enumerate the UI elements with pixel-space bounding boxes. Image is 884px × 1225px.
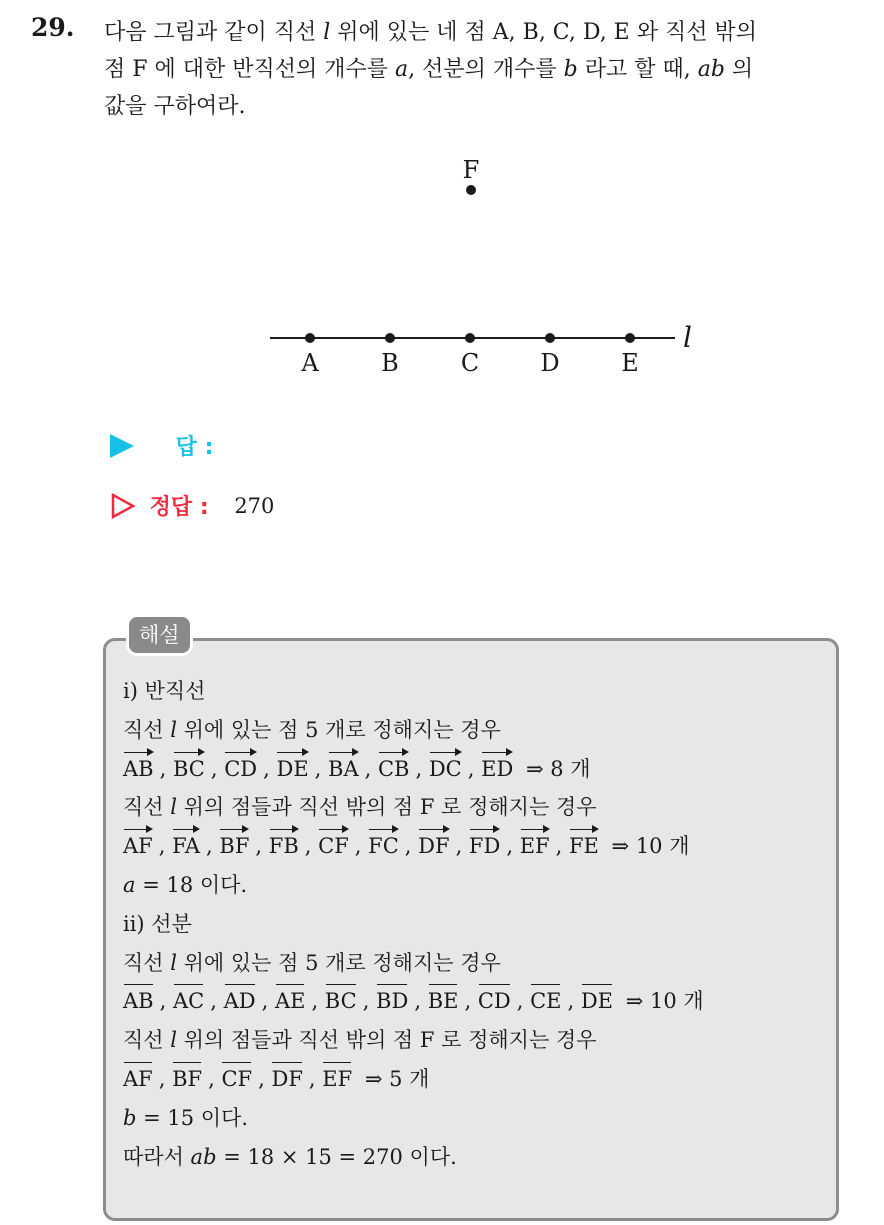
separator: , [364, 756, 378, 781]
separator: , [208, 1066, 222, 1091]
solution-line [123, 750, 823, 789]
separator: , [210, 989, 224, 1014]
segment-notation: AC [173, 982, 204, 1021]
math-variable: a [123, 872, 136, 897]
answer-label: 답 : [175, 435, 214, 460]
point-dot [465, 333, 475, 343]
text-run: = 18 × 15 = 270 이다. [216, 1144, 457, 1169]
answer-row [110, 430, 213, 461]
segment-notation: AF [123, 1060, 153, 1099]
point-dot [385, 333, 395, 343]
solution-line [123, 944, 823, 983]
text-run: , 선분의 개수를 [408, 57, 564, 82]
segment-list [123, 1067, 358, 1091]
separator: , [414, 989, 428, 1014]
ray-list [123, 757, 519, 781]
point-dot [305, 333, 315, 343]
separator: , [158, 834, 173, 859]
separator: , [516, 989, 531, 1014]
question-line [104, 51, 864, 88]
solution-line [123, 827, 823, 866]
separator: , [304, 834, 319, 859]
point-label: A [301, 349, 319, 377]
separator: , [308, 1066, 323, 1091]
ray-notation: FB [269, 827, 299, 866]
point-label: B [381, 349, 399, 377]
separator: , [158, 1066, 173, 1091]
geometry-figure [0, 140, 884, 390]
ray-notation: CD [224, 750, 257, 789]
point-label: D [540, 349, 560, 377]
correct-answer-value: 270 [234, 493, 275, 518]
solution-lines [123, 672, 823, 1176]
separator: , [464, 989, 478, 1014]
math-variable: l [170, 717, 177, 742]
separator: , [455, 834, 469, 859]
solution-line [123, 711, 823, 750]
text-run: 직선 [123, 950, 171, 975]
solution-line [123, 866, 823, 905]
ray-notation: DE [276, 750, 308, 789]
separator: , [555, 834, 569, 859]
segment-notation: CF [221, 1060, 252, 1099]
text-run: 라고 할 때, [577, 57, 698, 82]
segment-notation: BF [172, 1060, 202, 1099]
segment-notation: CD [478, 982, 511, 1021]
text-run: 위에 있는 점 5 개로 정해지는 경우 [176, 717, 501, 742]
text-run: 직선 [123, 717, 171, 742]
text-run: 직선 [123, 1028, 171, 1053]
point-label: C [460, 349, 480, 377]
math-variable: ab [697, 57, 725, 82]
text-run: = 15 이다. [136, 1105, 249, 1130]
ray-notation: FE [569, 827, 599, 866]
play-triangle-icon [110, 434, 134, 458]
point-label-f: F [462, 156, 480, 184]
ray-notation: AF [123, 827, 153, 866]
separator: , [159, 989, 173, 1014]
text-run: 따라서 [123, 1144, 191, 1169]
text-run: 직선 [123, 795, 171, 820]
text-run: ⇒ 10 개 [604, 834, 690, 859]
ray-notation: FA [172, 827, 200, 866]
question-line [104, 14, 864, 51]
math-variable: b [563, 57, 578, 82]
separator: , [311, 989, 325, 1014]
math-variable: b [123, 1105, 137, 1130]
text-run: 위의 점들과 직선 밖의 점 F 로 정해지는 경우 [176, 795, 597, 820]
segment-notation: BC [325, 982, 357, 1021]
point-label: E [621, 349, 639, 377]
separator: , [362, 989, 377, 1014]
correct-answer-label: 정답 : [149, 495, 209, 520]
question-line [104, 88, 864, 125]
math-variable: l [323, 20, 331, 45]
separator: , [263, 756, 277, 781]
math-variable: a [395, 57, 409, 82]
outline-triangle-icon [110, 493, 136, 519]
line-label: l [683, 321, 692, 354]
separator: , [261, 989, 275, 1014]
text-run: 위의 점들과 직선 밖의 점 F 로 정해지는 경우 [176, 1028, 597, 1053]
separator: , [255, 834, 269, 859]
text-run: 값을 구하여라. [104, 94, 246, 119]
separator: , [206, 834, 220, 859]
solution-line [123, 788, 823, 827]
solution-line [123, 905, 823, 944]
separator: , [415, 756, 429, 781]
solution-line [123, 1138, 823, 1177]
ray-notation: EF [520, 827, 550, 866]
separator: , [314, 756, 329, 781]
ray-notation: BF [219, 827, 249, 866]
segment-notation: BE [428, 982, 459, 1021]
text-run: 위에 있는 네 점 A, B, C, D, E 와 직선 밖의 [330, 20, 757, 45]
ray-notation: ED [481, 750, 513, 789]
math-variable: l [170, 795, 177, 820]
correct-answer-row [110, 490, 274, 521]
segment-notation: AD [224, 982, 256, 1021]
text-run: ⅰ) 반직선 [123, 679, 206, 703]
text-run: ⇒ 5 개 [358, 1066, 430, 1091]
text-run: ⇒ 8 개 [519, 756, 591, 781]
ray-notation: DC [429, 750, 462, 789]
ray-notation: BC [173, 750, 205, 789]
separator: , [210, 756, 225, 781]
point-dot-f [466, 185, 476, 195]
text-run: 의 [724, 57, 754, 82]
text-run: ⇒ 10 개 [619, 989, 704, 1014]
ray-notation: BA [328, 750, 359, 789]
solution-line [123, 672, 823, 711]
segment-notation: AB [123, 982, 154, 1021]
ray-notation: CB [378, 750, 410, 789]
solution-tag: 해설 [129, 617, 190, 653]
segment-notation: CE [530, 982, 561, 1021]
segment-list [123, 989, 619, 1013]
segment-notation: BD [376, 982, 408, 1021]
segment-notation: AE [275, 982, 306, 1021]
question-number: 29. [31, 13, 75, 42]
solution-line [123, 1021, 823, 1060]
point-dot [625, 333, 635, 343]
solution-line [123, 1099, 823, 1138]
separator: , [567, 989, 581, 1014]
ray-notation: DF [418, 827, 449, 866]
separator: , [258, 1066, 272, 1091]
separator: , [159, 756, 173, 781]
text-run: = 18 이다. [135, 872, 248, 897]
question-text [104, 14, 864, 125]
text-run: ⅱ) 선분 [123, 911, 192, 936]
segment-notation: EF [322, 1060, 352, 1099]
ray-notation: AB [123, 750, 154, 789]
text-run: 다음 그림과 같이 직선 [104, 20, 324, 45]
math-variable: l [170, 950, 177, 975]
segment-notation: DE [581, 982, 613, 1021]
separator: , [506, 834, 520, 859]
solution-line [123, 982, 823, 1021]
separator: , [467, 756, 482, 781]
ray-notation: FD [469, 827, 500, 866]
math-variable: ab [190, 1144, 217, 1169]
text-run: 점 F 에 대한 반직선의 개수를 [104, 57, 395, 82]
ray-notation: CF [318, 827, 349, 866]
separator: , [404, 834, 419, 859]
separator: , [354, 834, 369, 859]
segment-notation: DF [271, 1060, 302, 1099]
solution-line [123, 1060, 823, 1099]
text-run: 위에 있는 점 5 개로 정해지는 경우 [176, 950, 501, 975]
math-variable: l [170, 1028, 177, 1053]
ray-list [123, 834, 605, 858]
ray-notation: FC [368, 827, 399, 866]
point-dot [545, 333, 555, 343]
